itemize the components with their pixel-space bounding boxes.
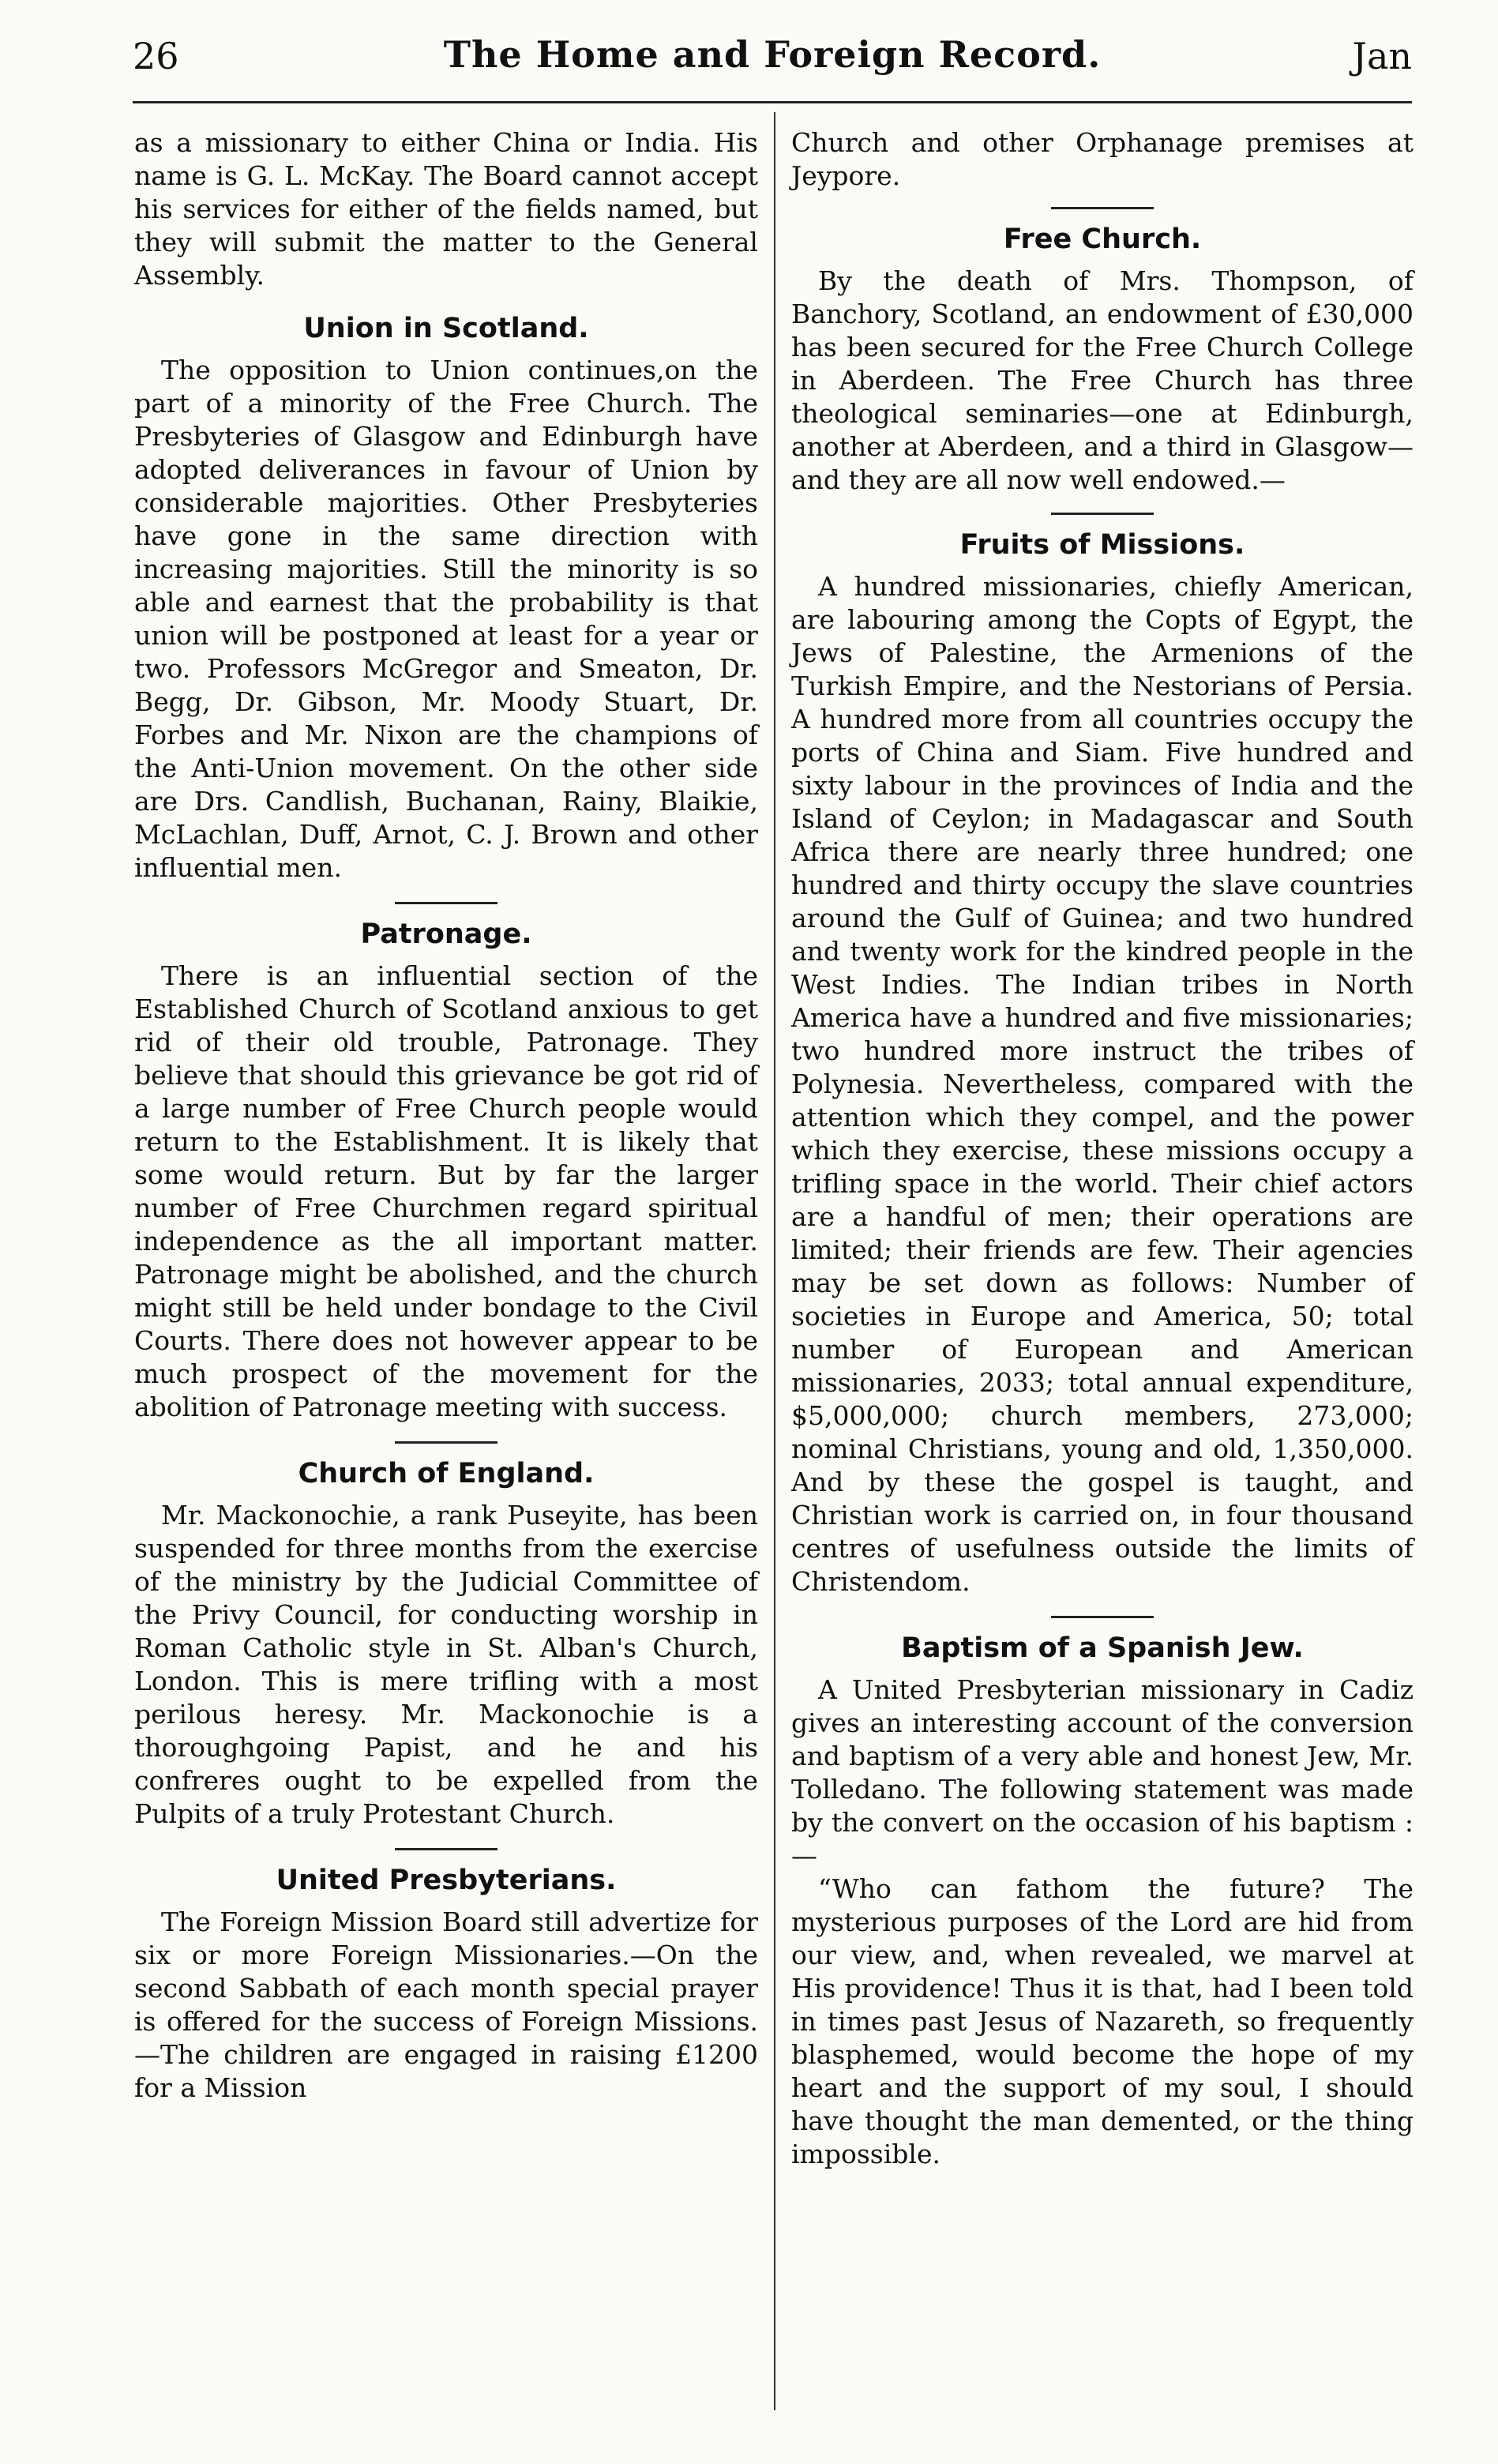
left-column — [134, 126, 758, 2105]
section-divider — [395, 902, 497, 904]
right-column — [791, 126, 1414, 2171]
section-divider — [395, 1441, 497, 1444]
page-number: 26 — [133, 35, 179, 77]
section-divider — [395, 1848, 497, 1850]
page-header — [133, 32, 1412, 95]
continued-paragraph: Church and other Orphanage premises at Jeypore. — [791, 127, 1414, 191]
section-divider — [1051, 513, 1154, 515]
section-title-united-presbyterians: United Presbyterians. — [276, 1865, 617, 1896]
section-title-fruits: Fruits of Missions. — [959, 529, 1245, 561]
header-rule — [133, 101, 1412, 103]
section-divider — [1051, 1616, 1154, 1618]
baptism-quote: “Who can fathom the future? The mysterious purposes of the Lord are hid from our view, and, when revealed, we marvel at His providence! Thus it is that, had I been told in times past Jesus of Nazareth, so frequently blasphemed, would become the hope of my heart and the support of my soul, I should have thought the man demented, or the thing impossible. — [791, 1873, 1414, 2169]
continued-paragraph: as a missionary to either China or India. His name is G. L. McKay. The Board cannot accept his services for either of the fields named, but they will submit the matter to the General Assembly. — [134, 127, 758, 291]
section-body-baptism: A United Presbyterian missionary in Cadiz gives an interesting account of the conversion and baptism of a very able and honest Jew, Mr. Tolledano. The following statement was made by the convert on the occasion of his baptism :— — [791, 1674, 1414, 1871]
section-body-fruits: A hundred missionaries, chiefly American, are labouring among the Copts of Egypt, the Jews of Palestine, the Armenions of the Turkish Empire, and the Nestorians of Persia. A hundred more from all countries occupy the ports of China and Siam. Five hundred and sixty labour in the provinces of India and the Island of Ceylon; in Madagascar and South Africa there are nearly three hundred; one hundred and thirty occupy the slave countries around the Gulf of Guinea; and two hundred and twenty work for the kindred people in the West Indies. The Indian tribes in North America have a hundred and five missionaries; two hundred more instruct the tribes of Polynesia. Nevertheless, compared with the attention which they compel, and the power which they exercise, these missions occupy a trifling space in the world. Their chief actors are a handful of men; their operations are limited; their friends are few. Their agencies may be set down as follows: Number of societies in Europe and America, 50; total number of European and American missionaries, 2033; total annual expenditure, $5,000,000; church members, 273,000; nominal Christians, young and old, 1,350,000. And by these the gospel is taught, and Christian work is carried on, in four thousand centres of usefulness outside the limits of Christendom. — [791, 571, 1414, 1597]
section-title-church-england: Church of England. — [298, 1458, 595, 1489]
column-divider — [774, 112, 775, 2410]
section-divider — [1051, 207, 1154, 209]
section-body-patronage: There is an influential section of the Established Church of Scotland anxious to get rid of their old trouble, Patronage. They believe that should this grievance be got rid of a large number of Free Church people would return to the Establishment. It is likely that some would return. But by far the larger number of Free Churchmen regard spiritual independence as the all important matter. Patronage might be abolished, and the church might still be held under bondage to the Civil Courts. There does not however appear to be much prospect of the movement for the abolition of Patronage meeting with success. — [134, 960, 758, 1422]
section-body-free-church: By the death of Mrs. Thompson, of Banchory, Scotland, an endowment of £30,000 has been secured for the Free Church College in Aberdeen. The Free Church has three theological seminaries—one at Edinburgh, another at Aberdeen, and a third in Glasgow—and they are all now well endowed.— — [791, 265, 1414, 495]
section-title-union: Union in Scotland. — [303, 313, 589, 344]
section-body-united-presbyterians: The Foreign Mission Board still advertize for six or more Foreign Missionaries.—On the second Sabbath of each month special prayer is offered for the success of Foreign Missions.—The children are engaged in raising £1200 for a Mission — [134, 1906, 758, 2103]
section-body-church-england: Mr. Mackonochie, a rank Puseyite, has been suspended for three months from the exercise of the ministry by the Judicial Committee of the Privy Council, for conducting worship in Roman Catholic style in St. Alban's Church, London. This is mere trifling with a most perilous heresy. Mr. Mackonochie is a thoroughgoing Papist, and he and his confreres ought to be expelled from the Pulpits of a truly Protestant Church. — [134, 1500, 758, 1829]
journal-title: The Home and Foreign Record. — [443, 33, 1102, 76]
section-title-baptism: Baptism of a Spanish Jew. — [901, 1632, 1304, 1664]
header-month: Jan — [1352, 35, 1412, 77]
section-title-free-church: Free Church. — [1003, 223, 1202, 255]
section-body-union: The opposition to Union continues,on the part of a minority of the Free Church. The Presbyteries of Glasgow and Edinburgh have adopted deliverances in favour of Union by considerable majorities. Other Presbyteries have gone in the same direction with increasing majorities. Still the minority is so able and earnest that the probability is that union will be postponed at least for a year or two. Professors McGregor and Smeaton, Dr. Begg, Dr. Gibson, Mr. Moody Stuart, Dr. Forbes and Mr. Nixon are the champions of the Anti-Union movement. On the other side are Drs. Candlish, Buchanan, Rainy, Blaikie, McLachlan, Duff, Arnot, C. J. Brown and other influential men. — [134, 355, 758, 883]
section-title-patronage: Patronage. — [360, 918, 532, 950]
